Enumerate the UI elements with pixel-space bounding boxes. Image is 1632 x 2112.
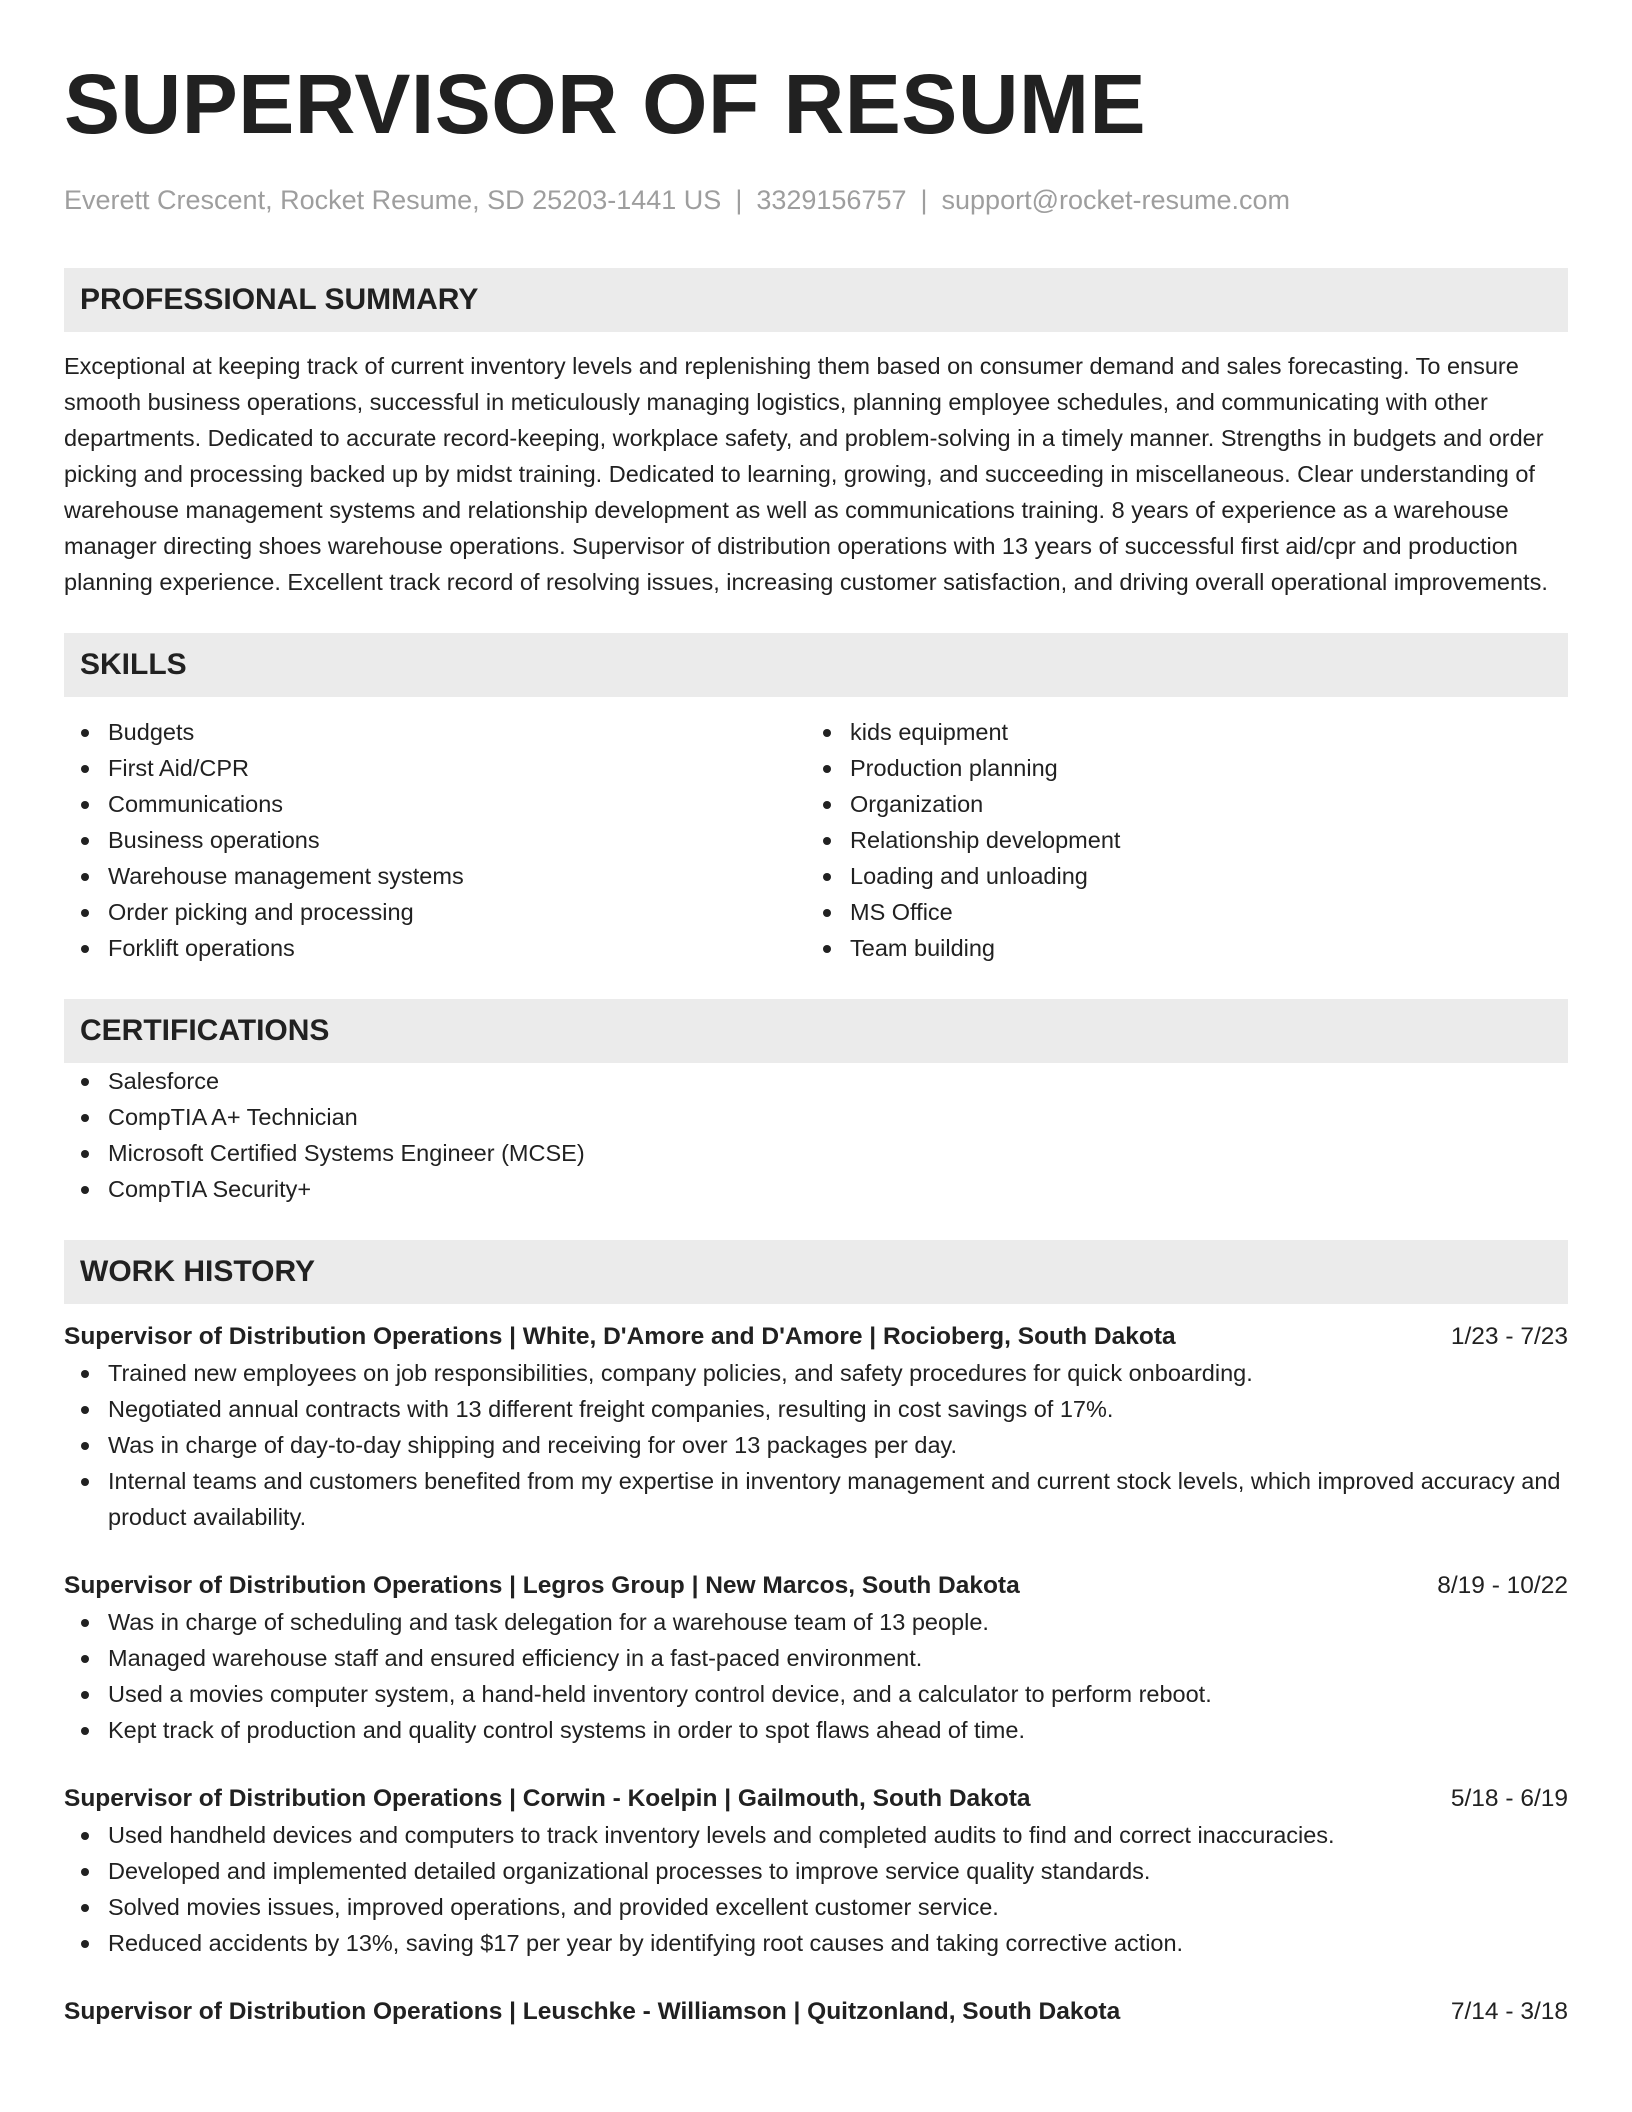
job-dates: 8/19 - 10/22 [1437, 1572, 1568, 1599]
certification-item: CompTIA Security+ [64, 1171, 1568, 1207]
contact-email[interactable]: support@rocket-resume.com [941, 185, 1291, 215]
skill-item: Team building [806, 930, 1548, 966]
job-bullet: Kept track of production and quality control systems in order to spot flaws ahead of time. [64, 1712, 1568, 1748]
job-bullet: Internal teams and customers benefited from my expertise in inventory management and current stock levels, which improved accuracy and product availability. [64, 1463, 1568, 1535]
skills-grid [64, 714, 1568, 966]
job-bullets [64, 1604, 1568, 1748]
skill-item: MS Office [806, 894, 1548, 930]
contact-address: Everett Crescent, Rocket Resume, SD 25203-1441 US [64, 185, 722, 215]
job-bullet: Was in charge of day-to-day shipping and receiving for over 13 packages per day. [64, 1427, 1568, 1463]
skill-item: Forklift operations [64, 930, 806, 966]
job-header [64, 1568, 1568, 1604]
job-bullet: Trained new employees on job responsibilities, company policies, and safety procedures for quick onboarding. [64, 1355, 1568, 1391]
job-header [64, 1319, 1568, 1355]
skill-item: Loading and unloading [806, 858, 1548, 894]
job-entry [64, 1781, 1568, 1961]
job-bullet: Developed and implemented detailed organizational processes to improve service quality standards. [64, 1853, 1568, 1889]
contact-separator: | [920, 185, 928, 215]
certification-item: Salesforce [64, 1063, 1568, 1099]
section-header-skills: SKILLS [64, 633, 1568, 697]
skill-item: Relationship development [806, 822, 1548, 858]
job-bullet: Used a movies computer system, a hand-held inventory control device, and a calculator to perform reboot. [64, 1676, 1568, 1712]
job-bullet: Reduced accidents by 13%, saving $17 per year by identifying root causes and taking corrective action. [64, 1925, 1568, 1961]
skill-item: Communications [64, 786, 806, 822]
job-entry [64, 1568, 1568, 1748]
job-dates: 5/18 - 6/19 [1450, 1785, 1568, 1812]
skill-item: Budgets [64, 714, 806, 750]
contact-line [64, 184, 1568, 216]
section-header-summary: PROFESSIONAL SUMMARY [64, 268, 1568, 332]
skill-item: First Aid/CPR [64, 750, 806, 786]
job-header [64, 1994, 1568, 2030]
contact-phone: 3329156757 [756, 185, 907, 215]
skill-item: Business operations [64, 822, 806, 858]
job-bullet: Negotiated annual contracts with 13 different freight companies, resulting in cost savings of 17%. [64, 1391, 1568, 1427]
job-dates: 1/23 - 7/23 [1450, 1323, 1568, 1350]
job-bullet: Managed warehouse staff and ensured efficiency in a fast-paced environment. [64, 1640, 1568, 1676]
skill-item: Warehouse management systems [64, 858, 806, 894]
job-bullet: Used handheld devices and computers to track inventory levels and completed audits to find and correct inaccuracies. [64, 1817, 1568, 1853]
job-bullets [64, 1355, 1568, 1535]
job-title: Supervisor of Distribution Operations | Corwin - Koelpin | Gailmouth, South Dakota [64, 1785, 1031, 1812]
job-bullets [64, 1817, 1568, 1961]
skill-item: kids equipment [806, 714, 1548, 750]
job-title: Supervisor of Distribution Operations | Legros Group | New Marcos, South Dakota [64, 1572, 1020, 1599]
summary-text: Exceptional at keeping track of current inventory levels and replenishing them based on consumer demand and sales forecasting. To ensure smooth business operations, successful in meticulously managing logistics, planning employee schedules, and communicating with other departments. Dedicated to accurate record-keeping, workplace safety, and problem-solving in a timely manner. Strengths in budgets and order picking and processing backed up by midst training. Dedicated to learning, growing, and succeeding in miscellaneous. Clear understanding of warehouse management systems and relationship development as well as communications training. 8 years of experience as a warehouse manager directing shoes warehouse operations. Supervisor of distribution operations with 13 years of successful first aid/cpr and production planning experience. Excellent track record of resolving issues, increasing customer satisfaction, and driving overall operational improvements. [64, 353, 1548, 595]
job-bullet: Solved movies issues, improved operations, and provided excellent customer service. [64, 1889, 1568, 1925]
job-header [64, 1781, 1568, 1817]
skill-item: Order picking and processing [64, 894, 806, 930]
job-entry [64, 1994, 1568, 2030]
skill-item: Production planning [806, 750, 1548, 786]
section-header-work-history: WORK HISTORY [64, 1240, 1568, 1304]
skill-item: Organization [806, 786, 1548, 822]
job-title: Supervisor of Distribution Operations | Leuschke - Williamson | Quitzonland, South Dakota [64, 1998, 1121, 2025]
job-entry [64, 1319, 1568, 1535]
job-title: Supervisor of Distribution Operations | White, D'Amore and D'Amore | Rocioberg, South Dakota [64, 1323, 1176, 1350]
resume-name: SUPERVISOR OF RESUME [64, 57, 1146, 151]
job-bullet: Was in charge of scheduling and task delegation for a warehouse team of 13 people. [64, 1604, 1568, 1640]
section-header-certifications: CERTIFICATIONS [64, 999, 1568, 1063]
skills-list-right [806, 714, 1548, 966]
contact-separator: | [735, 185, 743, 215]
certification-item: Microsoft Certified Systems Engineer (MCSE) [64, 1135, 1568, 1171]
certifications-list [64, 1063, 1568, 1207]
certification-item: CompTIA A+ Technician [64, 1099, 1568, 1135]
skills-list-left [64, 714, 806, 966]
job-dates: 7/14 - 3/18 [1450, 1998, 1568, 2025]
